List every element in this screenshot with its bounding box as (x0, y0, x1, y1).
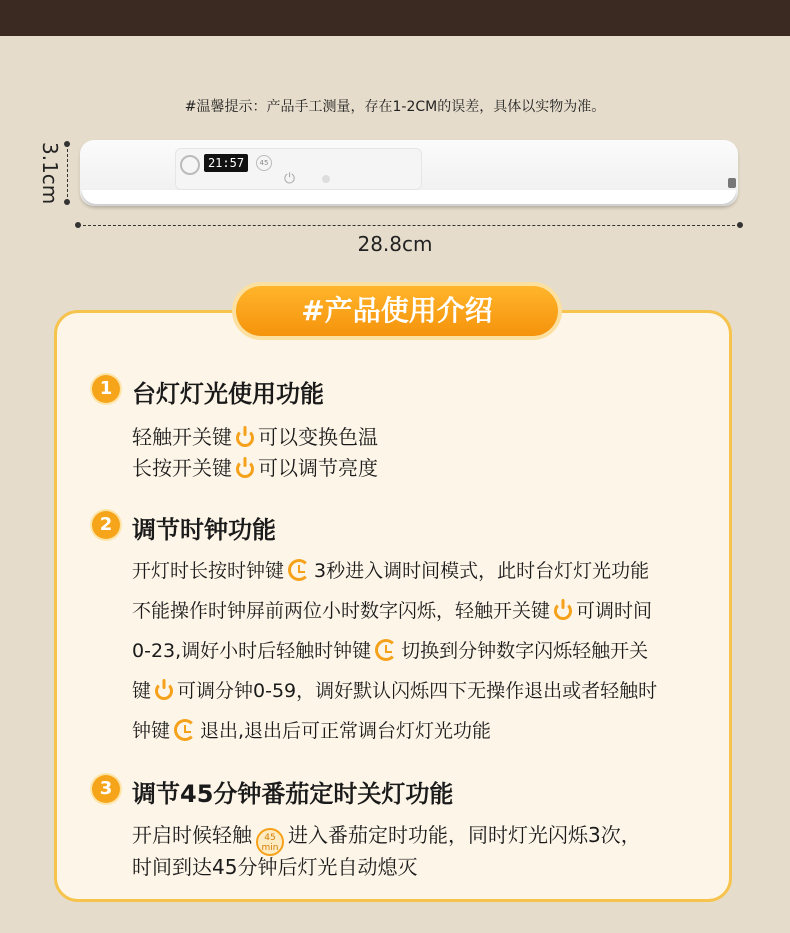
clock-icon (174, 719, 196, 741)
instruction-line: 开灯时长按时钟键 3秒进入调时间模式，此时台灯灯光功能 (132, 560, 650, 582)
top-bar (0, 0, 790, 36)
height-dimension-dot-bottom (64, 199, 70, 205)
lamp-time-display: 21:57 (204, 154, 248, 172)
lamp-clock-icon (180, 155, 200, 175)
width-dimension-line (78, 225, 740, 226)
power-icon (236, 460, 254, 478)
instruction-line: 钟键 退出,退出后可正常调台灯灯光功能 (132, 720, 492, 742)
lamp-power-icon: ⏻ (284, 171, 296, 187)
instruction-line: 不能操作时钟屏前两位小时数字闪烁，轻触开关键 可调时间 (132, 600, 653, 622)
lamp-control-panel (175, 148, 422, 190)
clock-icon (288, 559, 310, 581)
lamp-timer-icon: 45 (256, 155, 272, 171)
instruction-line: 时间到达45分钟后灯光自动熄灭 (132, 855, 418, 879)
power-icon (236, 429, 254, 447)
instruction-line: 键 可调分钟0-59，调好默认闪烁四下无操作退出或者轻触时 (132, 680, 658, 702)
section-title: 调节45分钟番茄定时关灯功能 (132, 780, 454, 808)
section-number: 2 (92, 511, 120, 539)
height-dimension-label: 3.1cm (38, 141, 62, 205)
width-dimension-label: 28.8cm (357, 232, 433, 256)
timer-45-icon: 45 min (256, 828, 284, 856)
clock-icon (375, 639, 397, 661)
section-number: 3 (92, 775, 120, 803)
width-dimension-dot-right (737, 222, 743, 228)
height-dimension-line (67, 144, 68, 202)
measurement-notice: #温馨提示：产品手工测量，存在1-2CM的误差，具体以实物为准。 (184, 99, 606, 115)
power-icon (554, 602, 572, 620)
height-dimension-dot-top (64, 141, 70, 147)
lamp-illustration (80, 140, 740, 210)
instruction-line: 0-23,调好小时后轻触时钟键 切换到分钟数字闪烁轻触开关 (132, 640, 649, 662)
width-dimension-dot-left (75, 222, 81, 228)
lamp-usb-port (728, 178, 736, 188)
instruction-line: 开启时候轻触 45 min进入番茄定时功能，同时灯光闪烁3次， (132, 819, 641, 856)
lamp-sensor-icon (322, 175, 330, 183)
instruction-line: 轻触开关键 可以变换色温 (132, 425, 378, 449)
section-title: 调节时钟功能 (132, 516, 276, 544)
lamp-light-strip (82, 190, 736, 204)
power-icon (155, 682, 173, 700)
section-number: 1 (92, 375, 120, 403)
section-title: 台灯灯光使用功能 (132, 380, 324, 408)
instruction-line: 长按开关键 可以调节亮度 (132, 456, 378, 480)
intro-banner: #产品使用介绍 (236, 286, 558, 336)
